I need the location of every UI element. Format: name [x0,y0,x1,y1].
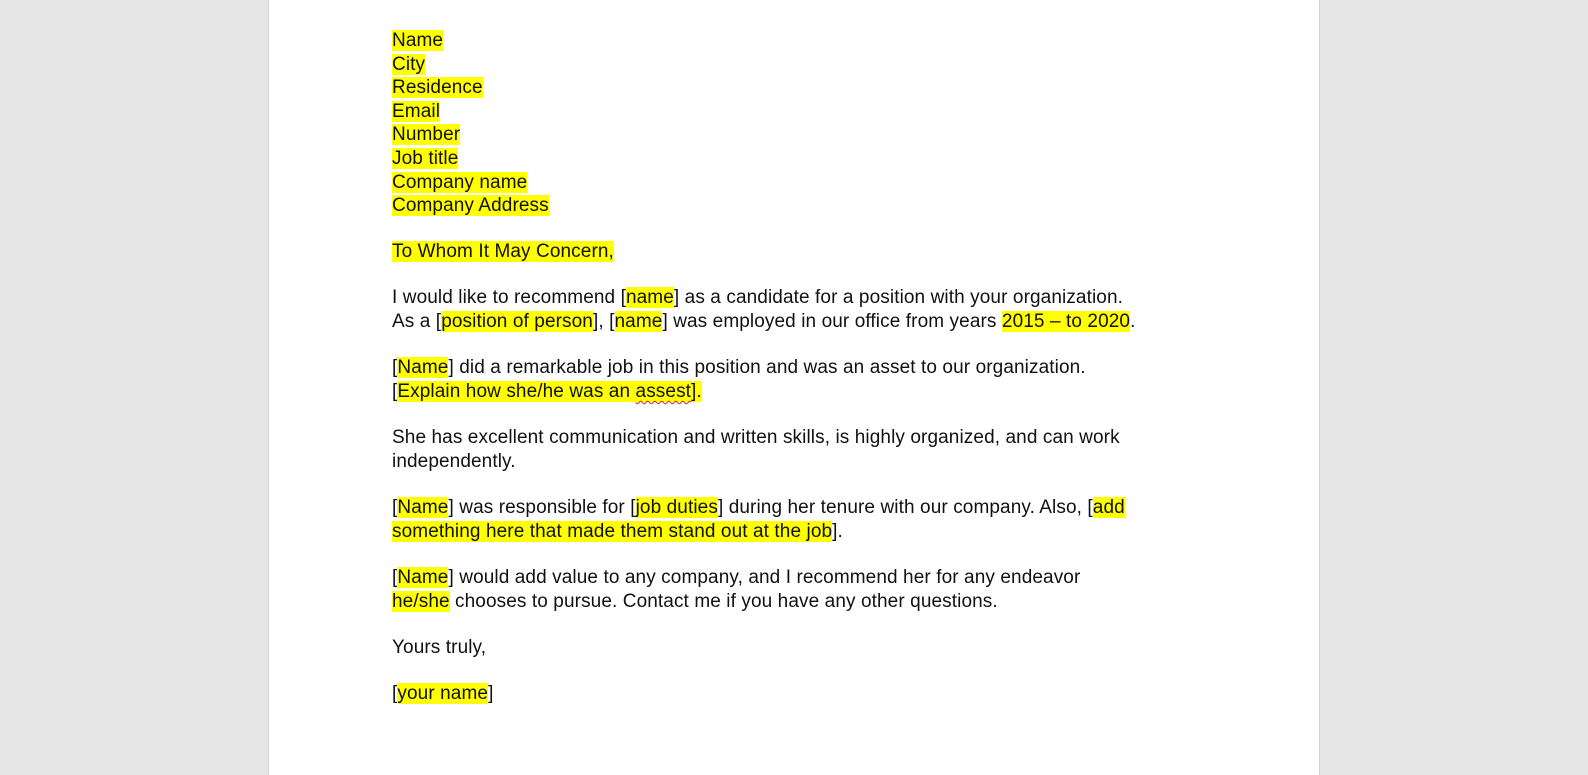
address-line-company-name: Company name [392,171,528,193]
placeholder-name: name [625,286,674,308]
paragraph-4 [392,496,1222,544]
closing [392,636,1222,660]
placeholder-job-duties: job duties [635,496,718,518]
paragraph-4-line-1: [Name] was responsible for [job duties] during her tenure with our company. Also, [add [392,496,1125,518]
spelling-error-word[interactable]: assest [635,380,692,402]
address-line-city: City [392,53,426,75]
document-page[interactable] [268,0,1320,775]
placeholder-name: Name [397,356,449,378]
placeholder-pronoun: he/she [392,590,450,612]
salutation [392,240,1222,264]
paragraph-2 [392,356,1222,404]
salutation-text: To Whom It May Concern, [392,240,614,262]
address-line-name: Name [392,30,444,51]
paragraph-3-line-1: She has excellent communication and written skills, is highly organized, and can work [392,426,1120,448]
paragraph-5 [392,566,1222,614]
placeholder-add-something: something here that made them stand out at the job [392,520,833,542]
paragraph-3 [392,426,1222,474]
address-line-company-address: Company Address [392,195,549,217]
paragraph-1-line-2: As a [position of person], [name] was employed in our office from years 2015 – to 2020. [392,310,1136,332]
address-line-email: Email [392,100,441,122]
address-line-number: Number [392,124,461,146]
placeholder-name: Name [397,566,449,588]
address-block [392,29,1222,218]
placeholder-position: position of person [441,310,593,332]
placeholder-your-name: your name [397,682,489,704]
paragraph-1 [392,286,1222,334]
placeholder-name: Name [397,496,449,518]
closing-text: Yours truly, [392,636,487,658]
paragraph-3-line-2: independently. [392,450,516,472]
placeholder-name: name [614,310,663,332]
paragraph-5-line-2: he/she chooses to pursue. Contact me if you have any other questions. [392,590,998,612]
address-line-residence: Residence [392,77,483,99]
letter-body[interactable] [392,29,1222,728]
placeholder-years: 2015 – to 2020 [1001,310,1131,332]
placeholder-add-start: add [1092,496,1125,518]
signature: [your name] [392,682,494,704]
paragraph-2-line-1: [Name] did a remarkable job in this position and was an asset to our organization. [392,356,1086,378]
paragraph-5-line-1: [Name] would add value to any company, and I recommend her for any endeavor [392,566,1081,588]
paragraph-4-line-2: something here that made them stand out at the job]. [392,520,843,542]
placeholder-explain: Explain how she/he was an assest]. [397,380,702,402]
address-line-job-title: Job title [392,147,459,169]
paragraph-1-line-1: I would like to recommend [name] as a candidate for a position with your organization. [392,286,1124,308]
paragraph-2-line-2: [Explain how she/he was an assest]. [392,380,702,402]
